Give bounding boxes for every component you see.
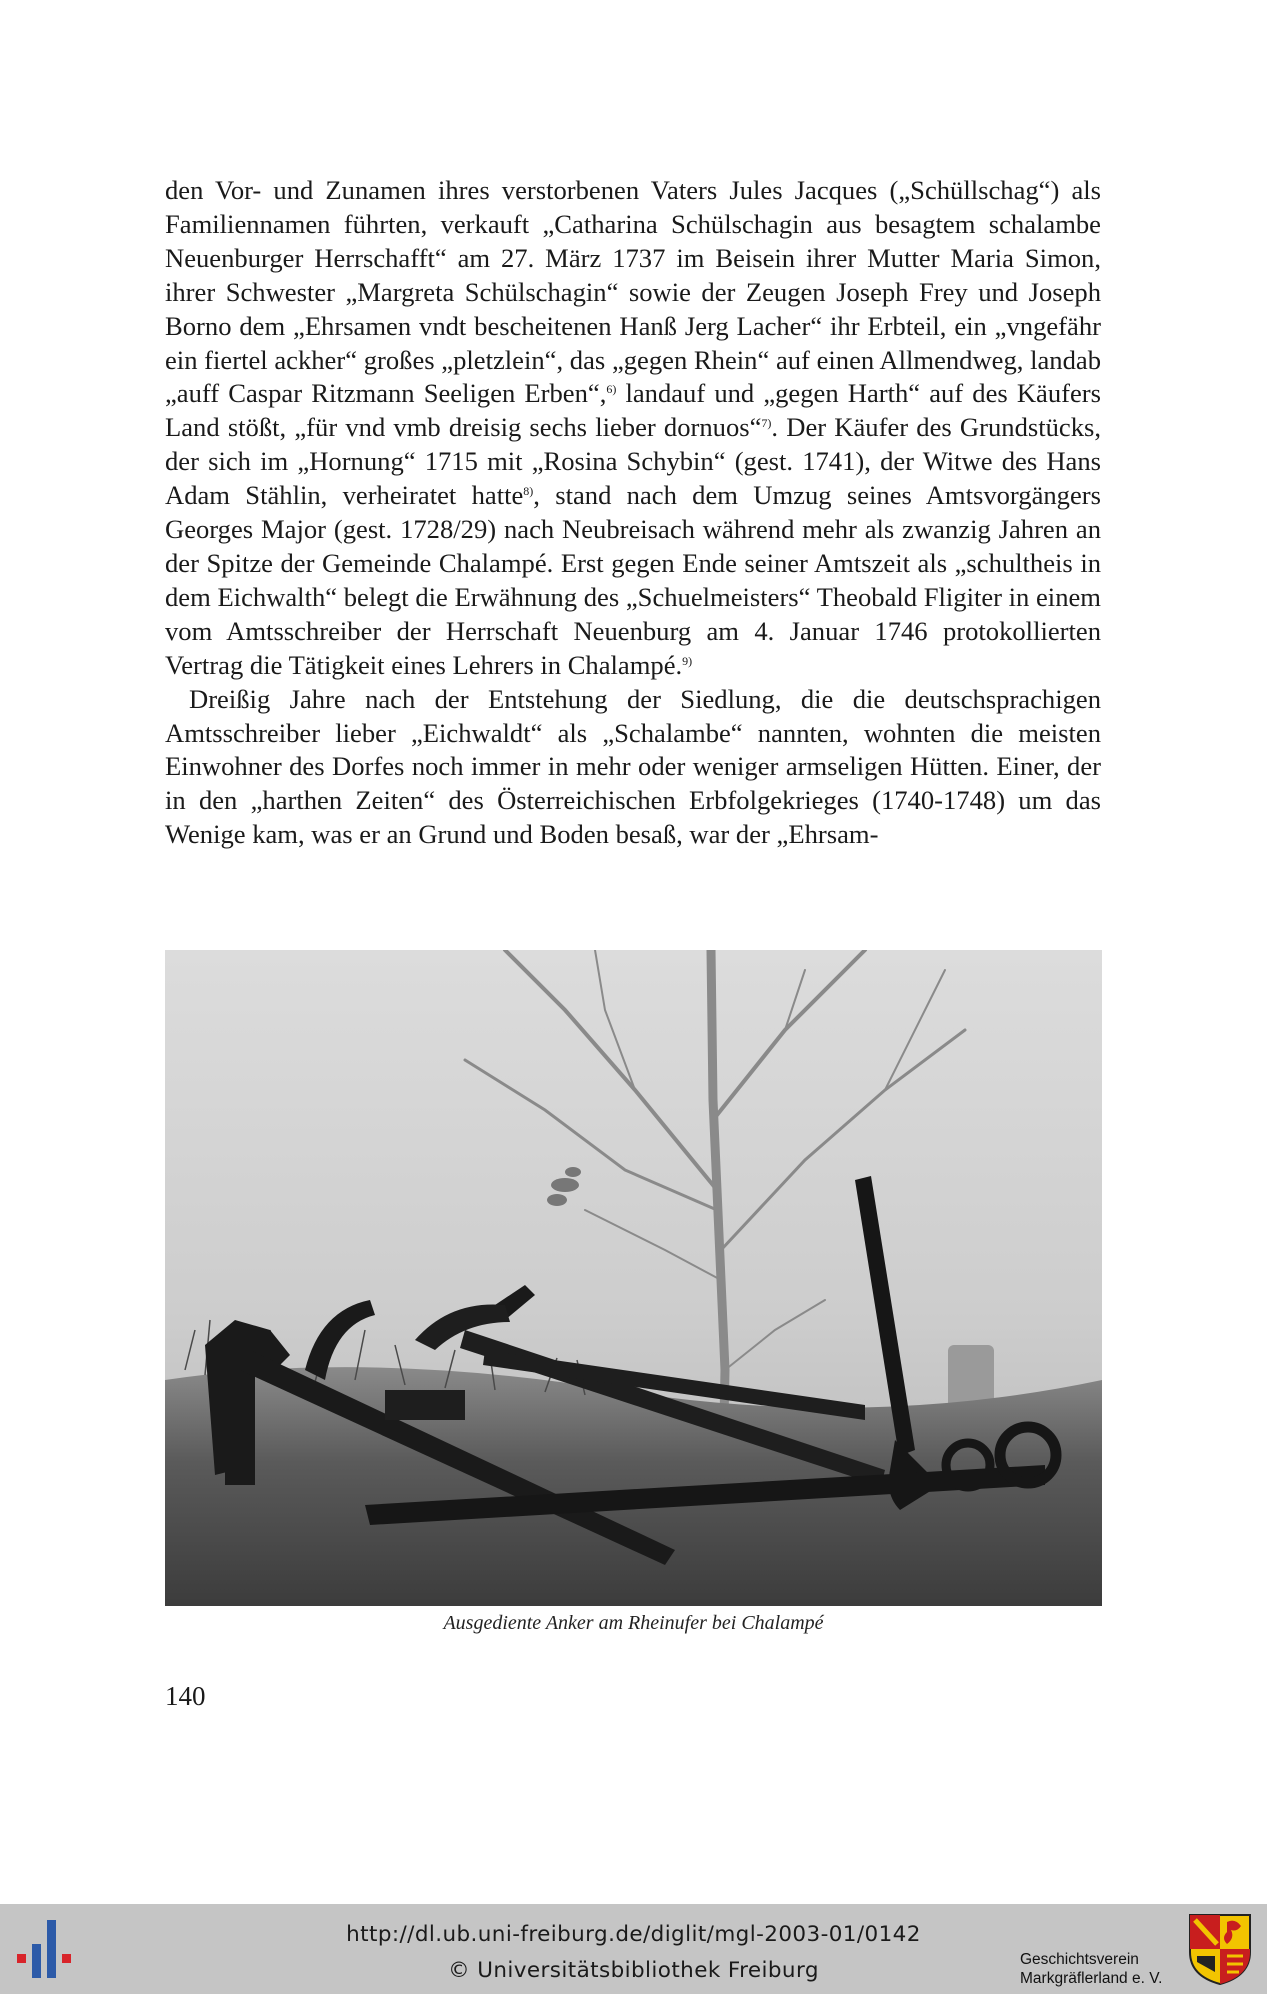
society-name-line: Geschichtsverein: [1020, 1951, 1139, 1968]
paragraph-text: Dreißig Jahre nach der Entstehung der Siedlung, die die deutschsprachigen Amtsschreiber lieber „Eichwaldt“ als „Schalambe“ nannten, wohnten die meisten Einwohner des Dorfes noch immer in mehr oder weniger armseligen Hütten. Einer, der in den „harthen Zeiten“ des Österreichischen Erbfolgekrieges (1740-1748) um das Wenige kam, was er an Grund und Boden besaß, war der „Ehrsam-: [165, 683, 1101, 850]
viewer-footer: [0, 1904, 1267, 1994]
footnote-ref[interactable]: 7): [761, 416, 772, 431]
anchor-photo: [165, 950, 1102, 1606]
paragraph: [165, 683, 1101, 853]
paragraph: [165, 174, 1101, 683]
society-name-line: Markgräflerland e. V.: [1020, 1970, 1163, 1987]
footnote-ref[interactable]: 6): [606, 382, 617, 397]
paragraph-text: , stand nach dem Umzug seines Amtsvorgängers Georges Major (gest. 1728/29) nach Neubreisach während mehr als zwanzig Jahren an der Spitze der Gemeinde Chalampé. Erst gegen Ende seiner Amtszeit als „schultheis in dem Eichwalth“ belegt die Erwähnung des „Schuelmeisters“ Theobald Fligiter in einem vom Amtsschreiber der Herrschaft Neuenburg am 4. Januar 1746 protokollierten Vertrag die Tätigkeit eines Lehrers in Chalampé.: [165, 480, 1101, 680]
page-number: 140: [165, 1681, 206, 1711]
footnote-ref[interactable]: 8): [523, 484, 534, 499]
paragraph-text: landauf und „gegen Harth“ auf des Käufers Land stößt, „für vnd vmb dreisig sechs lieber dornuos“: [165, 378, 1102, 443]
document-url[interactable]: [0, 1922, 1267, 1947]
coat-of-arms-icon[interactable]: [1187, 1912, 1253, 1986]
paragraph-text: . Der Käufer des Grundstücks, der sich im „Hornung“ 1715 mit „Rosina Schybin“ (gest. 1741), der Witwe des Hans Adam Stählin, verheiratet hatte: [165, 412, 1101, 511]
figure-caption: Ausgediente Anker am Rheinufer bei Chalampé: [443, 1612, 824, 1634]
copyright-notice: © Universitätsbibliothek Freiburg: [448, 1958, 819, 1983]
document-url-text[interactable]: http://dl.ub.uni-freiburg.de/diglit/mgl-2003-01/0142: [346, 1922, 921, 1947]
body-text: [165, 174, 1101, 852]
paragraph-text: den Vor- und Zunamen ihres verstorbenen Vaters Jules Jacques („Schüllschag“) als Familiennamen führten, verkauft „Catharina Schülschagin aus besagtem schalambe Neuenburger Herrschafft“ am 27. März 1737 im Beisein ihrer Mutter Maria Simon, ihrer Schwester „Margreta Schülschagin“ sowie der Zeugen Joseph Frey und Joseph Borno dem „Ehrsamen vndt bescheitenen Hanß Jerg Lacher“ ihr Erbteil, ein „vngefähr ein fiertel ackher“ großes „pletzlein“, das „gegen Rhein“ auf einen Allmendweg, landab „auff Caspar Ritzmann Seeligen Erben“,: [165, 175, 1101, 409]
footnote-ref[interactable]: 9): [682, 653, 693, 668]
society-name: [1020, 1950, 1162, 1988]
